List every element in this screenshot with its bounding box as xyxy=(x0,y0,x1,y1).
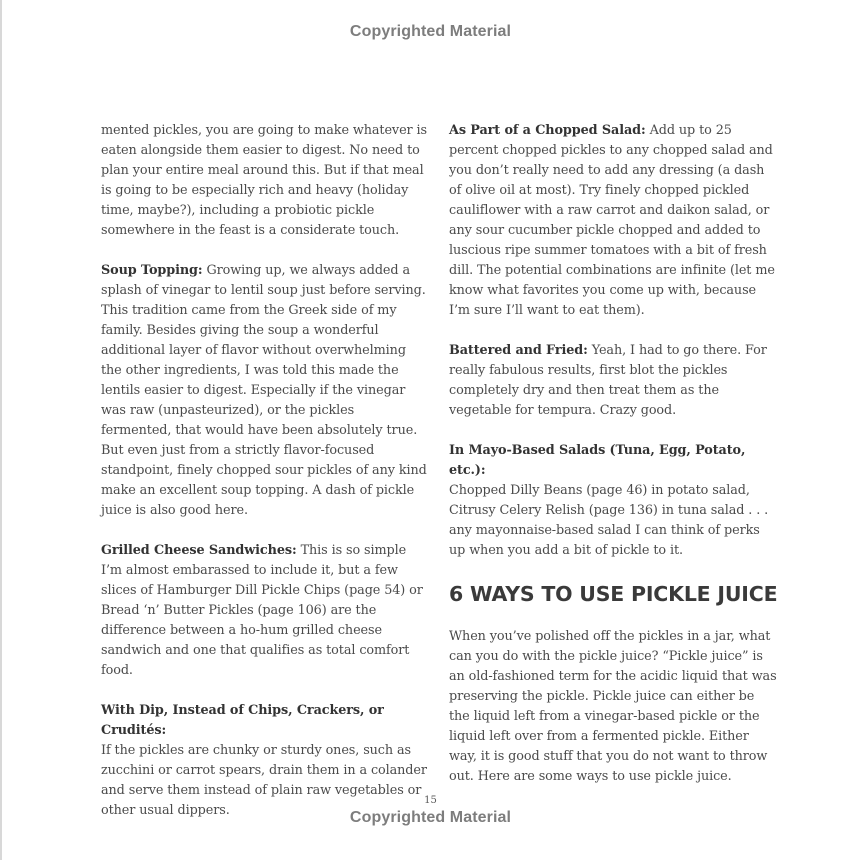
intro-paragraph: mented pickles, you are going to make whatever is eaten alongside them easier to digest. No need to plan your entire meal around this. But if that meal is going to be especially rich and heavy (holiday time, maybe?), including a probiotic pickle somewhere in the feast is a considerate touch. xyxy=(101,123,427,238)
pickle-juice-intro: When you’ve polished off the pickles in a jar, what can you do with the pickle juice? “Pickle juice” is an old-fashioned term for the acidic liquid that was preserving the pickle. Pickle juice can either be the liquid left from a vinegar-based pickle or the liquid left over from a fermented pickle. Either way, it is good stuff that you do not want to throw out. Here are some ways to use pickle juice. xyxy=(449,629,777,784)
chopped-salad-heading: As Part of a Chopped Salad: xyxy=(449,123,646,138)
soup-topping-paragraph xyxy=(101,261,427,521)
grilled-cheese-heading: Grilled Cheese Sandwiches: xyxy=(101,543,297,558)
chopped-salad-body: Add up to 25 percent chopped pickles to any chopped salad and you don’t really need to add any dressing (a dash of olive oil at most). Try finely chopped pickled cauliflower with a raw carrot and daikon salad, or any sour cucumber pickle chopped and added to luscious ripe summer tomatoes with a bit of fresh dill. The potential combinations are infinite (let me know what favorites you come up with, because I’m sure I’ll want to eat them). xyxy=(449,123,775,318)
mayo-salads-body: Chopped Dilly Beans (page 46) in potato salad, Citrusy Celery Relish (page 136) in tuna salad . . . any mayonnaise-based salad I can think of perks up when you add a bit of pickle to it. xyxy=(449,483,769,558)
soup-topping-body: Growing up, we always added a splash of vinegar to lentil soup just before serving. This tradition came from the Greek side of my family. Besides giving the soup a wonderful additional layer of flavor without overwhelming the other ingredients, I was told this made the lentils easier to digest. Especially if the vinegar was raw (unpasteurized), or the pickles fermented, that would have been absolutely true. But even just from a strictly flavor-focused standpoint, finely chopped sour pickles of any kind make an excellent soup topping. A dash of pickle juice is also good here. xyxy=(101,263,427,518)
page-number: 15 xyxy=(424,795,437,806)
battered-fried-body: Yeah, I had to go there. For really fabulous results, first blot the pickles completely dry and then treat them as the vegetable for tempura. Crazy good. xyxy=(449,343,767,418)
left-column xyxy=(101,121,427,841)
watermark-bottom: Copyrighted Material xyxy=(349,809,512,826)
mayo-salads-heading: In Mayo-Based Salads (Tuna, Egg, Potato, etc.): xyxy=(449,443,746,478)
chopped-salad-paragraph xyxy=(449,121,777,321)
section-heading: 6 WAYS TO USE PICKLE JUICE xyxy=(449,582,778,606)
grilled-cheese-paragraph xyxy=(101,541,427,681)
watermark-top: Copyrighted Material xyxy=(349,23,512,40)
dip-body: If the pickles are chunky or sturdy ones, such as zucchini or carrot spears, drain them in a colander and serve them instead of plain raw vegetables or other usual dippers. xyxy=(101,743,427,818)
page-edge xyxy=(0,0,2,860)
right-column xyxy=(449,121,777,807)
soup-topping-heading: Soup Topping: xyxy=(101,263,203,278)
mayo-salads-paragraph xyxy=(449,441,777,561)
grilled-cheese-body: This is so simple I’m almost embarassed to include it, but a few slices of Hamburger Dill Pickle Chips (page 54) or Bread ‘n’ Butter Pickles (page 106) are the difference between a ho-hum grilled cheese sandwich and one that qualifies as total comfort food. xyxy=(101,543,423,678)
battered-fried-heading: Battered and Fried: xyxy=(449,343,588,358)
battered-fried-paragraph xyxy=(449,341,777,421)
dip-heading: With Dip, Instead of Chips, Crackers, or Crudités: xyxy=(101,703,384,738)
